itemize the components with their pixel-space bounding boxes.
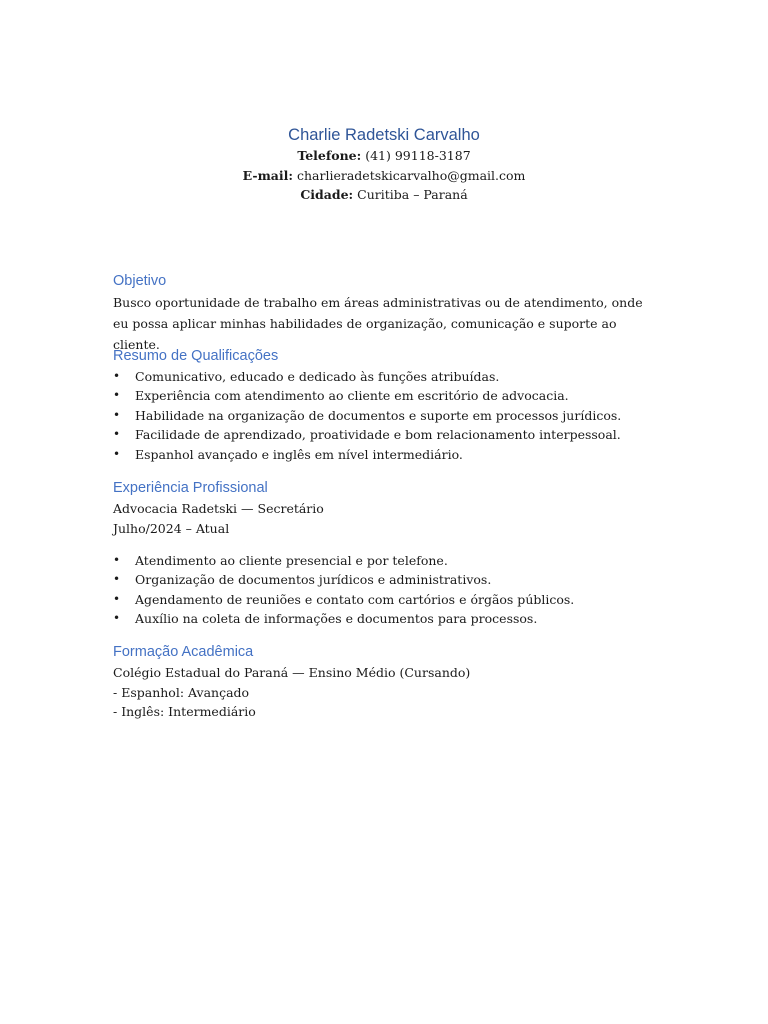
experience-period: Julho/2024 – Atual xyxy=(113,520,230,536)
list-item-text: Espanhol avançado e inglês em nível intermediário. xyxy=(135,446,463,462)
education-language-2: - Inglês: Intermediário xyxy=(113,704,256,719)
city-line xyxy=(0,185,768,205)
list-item xyxy=(113,551,653,570)
list-item xyxy=(113,570,653,589)
resume-header xyxy=(0,124,768,205)
bullet-icon: • xyxy=(113,611,121,626)
experience-title: Experiência Profissional xyxy=(113,480,268,496)
experience-section xyxy=(113,478,653,629)
list-item-text: Experiência com atendimento ao cliente em escritório de advocacia. xyxy=(135,388,569,404)
objective-text: Busco oportunidade de trabalho em áreas administrativas ou de atendimento, onde eu possa aplicar minhas habilidades de organização, comunicação e suporte ao cliente. xyxy=(113,295,643,352)
bullet-icon: • xyxy=(113,369,121,383)
city-value: Curitiba – Paraná xyxy=(353,187,468,202)
phone-label: Telefone: xyxy=(297,148,362,163)
email-label: E-mail: xyxy=(242,167,294,183)
email-value: charlieradetskicarvalho@gmail.com xyxy=(293,167,526,183)
bullet-icon: • xyxy=(113,407,121,422)
qualifications-section xyxy=(113,346,653,464)
bullet-icon: • xyxy=(113,572,121,587)
qualifications-title: Resumo de Qualificações xyxy=(113,348,279,364)
phone-line xyxy=(0,146,768,166)
list-item xyxy=(113,425,653,444)
bullet-icon: • xyxy=(113,591,121,606)
education-title: Formação Acadêmica xyxy=(113,644,254,660)
email-line xyxy=(0,166,768,186)
experience-list xyxy=(113,551,653,629)
list-item-text: Auxílio na coleta de informações e documentos para processos. xyxy=(135,611,538,627)
city-label: Cidade: xyxy=(300,187,354,202)
education-school: Colégio Estadual do Paraná — Ensino Médio (Cursando) xyxy=(113,665,471,680)
education-section xyxy=(113,642,653,722)
objective-title: Objetivo xyxy=(113,273,167,289)
list-item-text: Habilidade na organização de documentos e suporte em processos jurídicos. xyxy=(135,407,622,423)
experience-company-role: Advocacia Radetski — Secretário xyxy=(113,501,324,516)
list-item-text: Agendamento de reuniões e contato com cartórios e órgãos públicos. xyxy=(135,591,575,607)
list-item xyxy=(113,590,653,609)
objective-section xyxy=(113,271,653,355)
list-item xyxy=(113,386,653,405)
list-item xyxy=(113,367,653,386)
qualifications-list xyxy=(113,367,653,464)
list-item xyxy=(113,445,653,464)
education-language-1: - Espanhol: Avançado xyxy=(113,684,250,700)
list-item-text: Facilidade de aprendizado, proatividade e bom relacionamento interpessoal. xyxy=(135,427,621,443)
bullet-icon: • xyxy=(113,446,121,461)
bullet-icon: • xyxy=(113,553,121,567)
list-item xyxy=(113,609,653,628)
candidate-name: Charlie Radetski Carvalho xyxy=(288,126,480,144)
list-item-text: Atendimento ao cliente presencial e por telefone. xyxy=(135,553,448,568)
list-item-text: Comunicativo, educado e dedicado às funções atribuídas. xyxy=(135,369,500,384)
bullet-icon: • xyxy=(113,388,121,403)
bullet-icon: • xyxy=(113,427,121,442)
list-item-text: Organização de documentos jurídicos e administrativos. xyxy=(135,572,492,588)
phone-value: (41) 99118-3187 xyxy=(361,148,471,163)
list-item xyxy=(113,406,653,425)
